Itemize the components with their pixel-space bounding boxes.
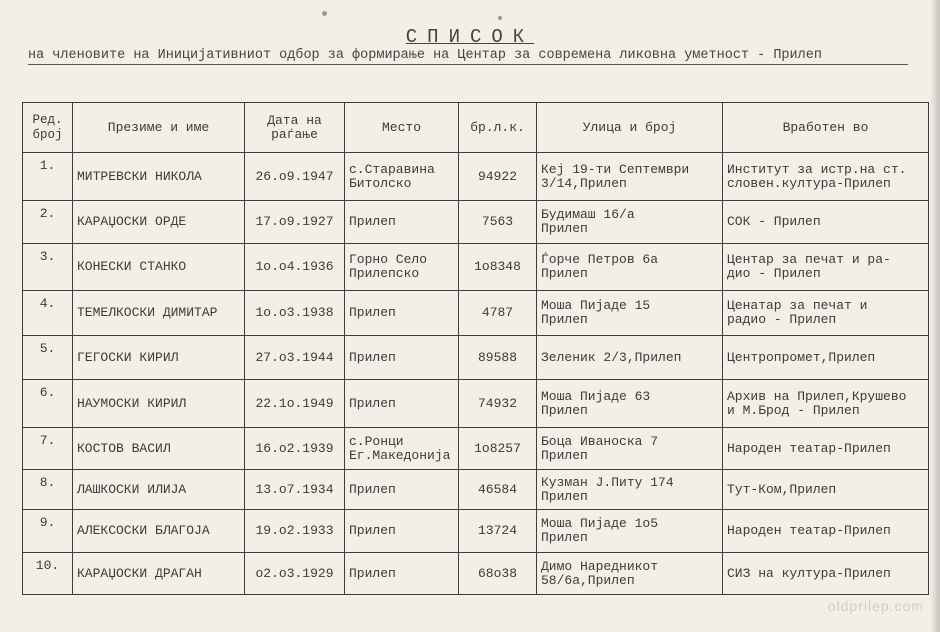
cell-place: Прилеп bbox=[345, 470, 459, 510]
punch-hole-mark bbox=[498, 16, 502, 20]
cell-place: Прилеп bbox=[345, 291, 459, 336]
table-row bbox=[23, 470, 929, 510]
punch-hole-mark bbox=[322, 11, 327, 16]
table-row bbox=[23, 153, 929, 201]
cell-id: 13724 bbox=[459, 510, 537, 553]
header-id: бр.л.к. bbox=[459, 103, 537, 153]
cell-name: ГЕГОСКИ КИРИЛ bbox=[73, 336, 245, 380]
cell-street: Кеј 19-ти Септември 3/14,Прилеп bbox=[537, 153, 723, 201]
table-row bbox=[23, 510, 929, 553]
cell-place: Прилеп bbox=[345, 510, 459, 553]
table-row bbox=[23, 336, 929, 380]
cell-street: Зеленик 2/3,Прилеп bbox=[537, 336, 723, 380]
cell-id: 89588 bbox=[459, 336, 537, 380]
table-row bbox=[23, 201, 929, 244]
cell-place: Прилеп bbox=[345, 201, 459, 244]
cell-name: КАРАЏОСКИ ДРАГАН bbox=[73, 553, 245, 595]
cell-name: МИТРЕВСКИ НИКОЛА bbox=[73, 153, 245, 201]
header-dob: Дата на раѓање bbox=[245, 103, 345, 153]
cell-work: Институт за истр.на ст. словен.култура-Прилеп bbox=[723, 153, 929, 201]
cell-dob: 27.о3.1944 bbox=[245, 336, 345, 380]
cell-name: АЛЕКСОСКИ БЛАГОЈА bbox=[73, 510, 245, 553]
cell-place: Прилеп bbox=[345, 553, 459, 595]
cell-num: 10. bbox=[23, 553, 73, 595]
table-row bbox=[23, 553, 929, 595]
cell-dob: 19.о2.1933 bbox=[245, 510, 345, 553]
cell-street: Моша Пијаде 15 Прилеп bbox=[537, 291, 723, 336]
cell-dob: 1о.о4.1936 bbox=[245, 244, 345, 291]
cell-place: с.Старавина Битолско bbox=[345, 153, 459, 201]
header-num: Ред. број bbox=[23, 103, 73, 153]
cell-num: 3. bbox=[23, 244, 73, 291]
cell-dob: 1о.о3.1938 bbox=[245, 291, 345, 336]
cell-dob: 22.1о.1949 bbox=[245, 380, 345, 428]
cell-num: 6. bbox=[23, 380, 73, 428]
table-row bbox=[23, 244, 929, 291]
cell-work: СОК - Прилеп bbox=[723, 201, 929, 244]
cell-place: Горно Село Прилепско bbox=[345, 244, 459, 291]
cell-num: 4. bbox=[23, 291, 73, 336]
cell-street: Кузман Ј.Питу 174 Прилеп bbox=[537, 470, 723, 510]
cell-place: Прилеп bbox=[345, 380, 459, 428]
cell-num: 9. bbox=[23, 510, 73, 553]
cell-num: 5. bbox=[23, 336, 73, 380]
cell-name: КОНЕСКИ СТАНКО bbox=[73, 244, 245, 291]
cell-work: Центар за печат и ра- дио - Прилеп bbox=[723, 244, 929, 291]
watermark: oldprilep.com bbox=[827, 598, 924, 614]
cell-work: Народен театар-Прилеп bbox=[723, 510, 929, 553]
cell-id: 74932 bbox=[459, 380, 537, 428]
cell-dob: о2.о3.1929 bbox=[245, 553, 345, 595]
cell-place: Прилеп bbox=[345, 336, 459, 380]
cell-work: Центропромет,Прилеп bbox=[723, 336, 929, 380]
cell-work: СИЗ на култура-Прилеп bbox=[723, 553, 929, 595]
cell-street: Димо Наредникот 58/6а,Прилеп bbox=[537, 553, 723, 595]
cell-street: Моша Пијаде 1о5 Прилеп bbox=[537, 510, 723, 553]
cell-dob: 13.о7.1934 bbox=[245, 470, 345, 510]
cell-place: с.Ронци Ег.Македонија bbox=[345, 428, 459, 470]
page-edge-shadow bbox=[930, 0, 940, 632]
cell-work: Ценатар за печат и радио - Прилеп bbox=[723, 291, 929, 336]
cell-street: Боца Иваноска 7 Прилеп bbox=[537, 428, 723, 470]
cell-dob: 17.о9.1927 bbox=[245, 201, 345, 244]
header-name: Презиме и име bbox=[73, 103, 245, 153]
document-subtitle: на членовите на Иницијативниот одбор за формирање на Центар за современа ликовна уметност - Прилеп bbox=[28, 48, 908, 65]
cell-work: Народен театар-Прилеп bbox=[723, 428, 929, 470]
cell-name: НАУМОСКИ КИРИЛ bbox=[73, 380, 245, 428]
cell-num: 1. bbox=[23, 153, 73, 201]
cell-work: Тут-Ком,Прилеп bbox=[723, 470, 929, 510]
document-title: СПИСОК bbox=[405, 26, 535, 48]
table-row bbox=[23, 291, 929, 336]
table-header-row bbox=[23, 103, 929, 153]
cell-name: КОСТОВ ВАСИЛ bbox=[73, 428, 245, 470]
cell-id: 46584 bbox=[459, 470, 537, 510]
cell-street: Ѓорче Петров 6а Прилеп bbox=[537, 244, 723, 291]
cell-num: 2. bbox=[23, 201, 73, 244]
cell-id: 68о38 bbox=[459, 553, 537, 595]
table-row bbox=[23, 428, 929, 470]
header-place: Место bbox=[345, 103, 459, 153]
cell-name: КАРАЏОСКИ ОРДЕ bbox=[73, 201, 245, 244]
cell-id: 1о8348 bbox=[459, 244, 537, 291]
cell-dob: 26.о9.1947 bbox=[245, 153, 345, 201]
members-table bbox=[22, 102, 929, 595]
cell-num: 8. bbox=[23, 470, 73, 510]
header-street: Улица и број bbox=[537, 103, 723, 153]
header-work: Вработен во bbox=[723, 103, 929, 153]
cell-street: Будимаш 16/а Прилеп bbox=[537, 201, 723, 244]
cell-work: Архив на Прилеп,Крушево и М.Брод - Прилеп bbox=[723, 380, 929, 428]
cell-street: Моша Пијаде 63 Прилеп bbox=[537, 380, 723, 428]
cell-id: 4787 bbox=[459, 291, 537, 336]
cell-id: 7563 bbox=[459, 201, 537, 244]
table-row bbox=[23, 380, 929, 428]
cell-name: ТЕМЕЛКОСКИ ДИМИТАР bbox=[73, 291, 245, 336]
cell-name: ЛАШКОСКИ ИЛИЈА bbox=[73, 470, 245, 510]
cell-id: 1о8257 bbox=[459, 428, 537, 470]
cell-dob: 16.о2.1939 bbox=[245, 428, 345, 470]
cell-num: 7. bbox=[23, 428, 73, 470]
cell-id: 94922 bbox=[459, 153, 537, 201]
